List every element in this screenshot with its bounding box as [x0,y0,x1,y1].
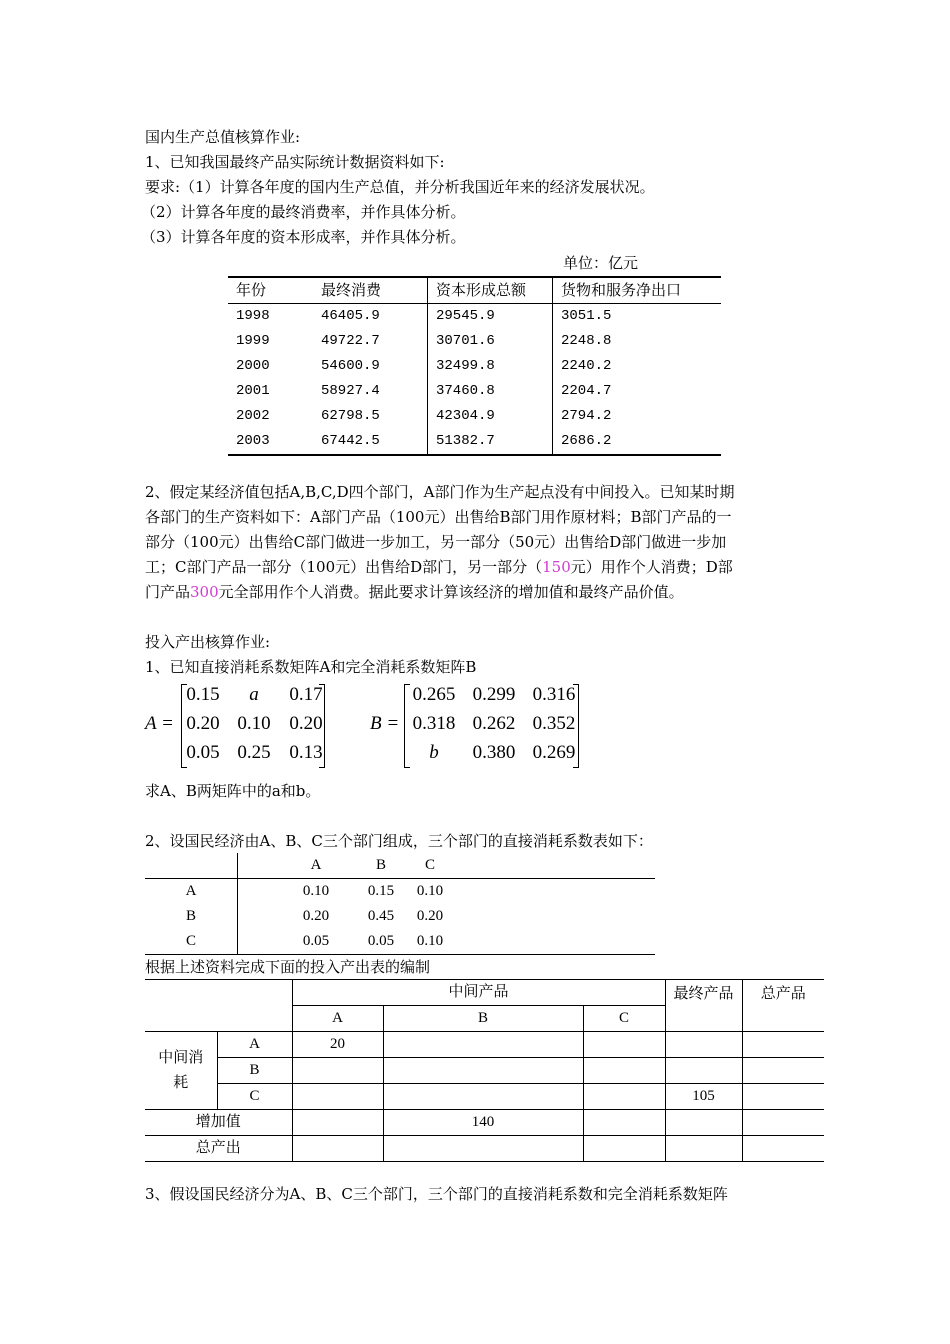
table-row [145,1058,824,1084]
table-cell: 3051.5 [561,308,612,324]
gdp-req3: （3）计算各年度的资本形成率，并作具体分析。 [141,228,466,246]
table-cell: 20 [292,1032,383,1058]
table-cell [383,1136,583,1162]
gdp-req1: 要求:（1）计算各年度的国内生产总值，并分析我国近年来的经济发展状况。 [145,178,655,196]
table-cell [665,1110,742,1136]
table-header-row [228,277,721,304]
io-q1-ask: 求A、B两矩阵中的a和b。 [145,782,321,800]
table-row [145,1110,824,1136]
row-header: A [217,1032,292,1058]
matrix-cell: 0.318 [412,713,456,734]
table-row [228,304,721,330]
table-header-row [145,853,655,879]
table-cell: 54600.9 [313,354,428,379]
matrix-cell: 0.05 [186,742,220,763]
table-cell: 62798.5 [313,404,428,429]
table-cell: 2794.2 [561,408,612,424]
table-cell: 29545.9 [428,304,553,330]
matrix-cell: 0.20 [289,713,323,734]
table-cell: 49722.7 [313,329,428,354]
table-row [145,1136,824,1162]
table-cell: 0.20 [416,908,444,924]
table-cell [583,1136,665,1162]
table-cell: 2000 [236,358,270,374]
table-cell [742,1032,824,1058]
table-cell [742,1084,824,1110]
table-cell: 105 [665,1084,742,1110]
total-product-header: 总产品 [742,980,824,1032]
table-cell [665,1136,742,1162]
table-cell: 0.05 [238,929,347,955]
row-header: B [145,904,238,929]
table-cell: 2002 [236,408,270,424]
table-cell: 2003 [228,429,313,455]
table-row [228,404,721,429]
row-header: A [145,879,238,905]
table-row [228,329,721,354]
matrix-cell: 0.269 [532,742,576,763]
text-segment: 门产品 [145,583,191,601]
table-row [145,879,655,905]
col-header: 年份 [228,277,313,304]
table-cell [476,929,655,955]
col-header [145,853,238,879]
io-q3: 3、假设国民经济分为A、B、C三个部门，三个部门的直接消耗系数和完全消耗系数矩阵 [145,1185,728,1203]
table-row [145,1032,824,1058]
table-cell: 140 [383,1110,583,1136]
matrix-cell: 0.352 [532,713,576,734]
table-cell [742,1110,824,1136]
table-cell: 2001 [236,383,270,399]
table-cell: 30701.6 [428,329,553,354]
table-row [145,904,655,929]
table-cell: 0.20 [302,908,330,924]
intermediate-use-header: 中间消耗 [145,1032,217,1110]
value-added-header: 增加值 [145,1110,292,1136]
matrix-cell-unknown: b [429,742,439,763]
table-cell [583,1058,665,1084]
matrix-cell: 0.20 [186,713,220,734]
table-header-row [145,980,824,1006]
table-cell [476,879,655,905]
table-cell: 0.05 [346,929,416,955]
col-header: A [292,1006,383,1032]
table-row [228,354,721,379]
col-header: B [383,1006,583,1032]
table-cell: 46405.9 [313,304,428,330]
table-cell [583,1110,665,1136]
total-output-header: 总产出 [145,1136,292,1162]
table-cell: 0.45 [367,908,395,924]
matrix-a-label: A = [145,713,174,734]
table-row [228,379,721,404]
unit-label: 单位：亿元 [563,254,639,272]
gdp-q2-line [145,557,733,577]
table-cell [292,1084,383,1110]
table-cell [383,1084,583,1110]
table-cell: 2240.2 [561,358,612,374]
table-cell: 37460.8 [428,379,553,404]
table-cell [292,1110,383,1136]
col-header: A [238,853,347,879]
text-segment: 元全部用作个人消费。据此要求计算该经济的增加值和最终产品价值。 [218,583,684,601]
table-cell [383,1032,583,1058]
io-q2: 2、设国民经济由A、B、C三个部门组成，三个部门的直接消耗系数表如下： [145,832,653,850]
matrix-cell: 0.262 [472,713,516,734]
table-cell: 58927.4 [313,379,428,404]
io-q1: 1、已知直接消耗系数矩阵A和完全消耗系数矩阵B [145,658,477,676]
col-header: 最终消费 [313,277,428,304]
table-cell [583,1032,665,1058]
row-header: C [217,1084,292,1110]
intermediate-product-header: 中间产品 [292,980,665,1006]
table-cell [476,853,655,879]
matrix-cell: 0.15 [186,684,220,705]
table-cell: 2686.2 [553,429,722,455]
matrix-b [370,684,585,768]
table-cell [383,1058,583,1084]
io-heading: 投入产出核算作业: [145,633,271,651]
table-row [145,1084,824,1110]
table-cell [583,1084,665,1110]
matrix-cell: 0.316 [532,684,576,705]
text-segment: 工；C部门产品一部分（100元）出售给D部门，另一部分（ [145,558,543,576]
table-cell [742,1058,824,1084]
matrix-a [145,684,335,768]
row-header: C [145,929,238,955]
matrix-cell: 0.25 [237,742,271,763]
input-output-table [145,979,824,1162]
gdp-q2-line: 2、假定某经济值包括A,B,C,D四个部门，A部门作为生产起点没有中间投入。已知某时期 [145,483,735,501]
table-cell: 0.10 [416,883,444,899]
table-cell [292,1058,383,1084]
table-cell [292,1136,383,1162]
table-cell [476,904,655,929]
final-product-header: 最终产品 [665,980,742,1032]
table-cell [665,1058,742,1084]
col-header: C [416,853,476,879]
table-cell: 1998 [236,308,270,324]
gdp-q2-line: 各部门的生产资料如下：A部门产品（100元）出售给B部门用作原材料；B部门产品的一 [145,508,732,526]
matrix-cell: 0.265 [412,684,456,705]
gdp-data-table [228,276,721,456]
table-row [145,929,655,955]
matrix-cell-unknown: a [249,684,259,705]
gdp-q2-line [145,582,684,602]
col-header: 资本形成总额 [428,277,553,304]
table-cell: 1999 [236,333,270,349]
matrix-b-label: B = [370,713,400,734]
col-header: B [346,853,416,879]
table-row [228,429,721,455]
table-cell: 0.10 [302,883,330,899]
table-cell: 32499.8 [428,354,553,379]
gdp-q2-line: 部分（100元）出售给C部门做进一步加工，另一部分（50元）出售给D部门做进一步加 [145,533,727,551]
row-header: B [217,1058,292,1084]
coefficient-table [145,853,655,955]
matrix-cell: 0.13 [289,742,323,763]
gdp-req2: （2）计算各年度的最终消费率，并作具体分析。 [141,203,466,221]
gdp-heading: 国内生产总值核算作业: [145,128,301,146]
text-segment: 元）用作个人消费；D部 [570,558,733,576]
matrix-cell: 0.380 [472,742,516,763]
col-header: C [583,1006,665,1032]
table-cell: 0.10 [416,929,476,955]
matrix-cell: 0.10 [237,713,271,734]
io-q2-task: 根据上述资料完成下面的投入产出表的编制 [145,958,431,976]
matrix-cell: 0.299 [472,684,516,705]
table-cell: 51382.7 [428,429,553,455]
table-cell: 67442.5 [313,429,428,455]
table-cell: 0.15 [367,883,395,899]
highlighted-number: 300 [190,583,219,601]
matrix-cell: 0.17 [289,684,323,705]
corner-cell [145,980,292,1032]
table-cell [665,1032,742,1058]
col-header: 货物和服务净出口 [553,277,722,304]
table-cell: 42304.9 [428,404,553,429]
table-cell: 2248.8 [561,333,612,349]
gdp-q1-intro: 1、已知我国最终产品实际统计数据资料如下: [145,153,445,171]
table-cell: 2204.7 [561,383,612,399]
table-cell [742,1136,824,1162]
highlighted-number: 150 [542,558,571,576]
